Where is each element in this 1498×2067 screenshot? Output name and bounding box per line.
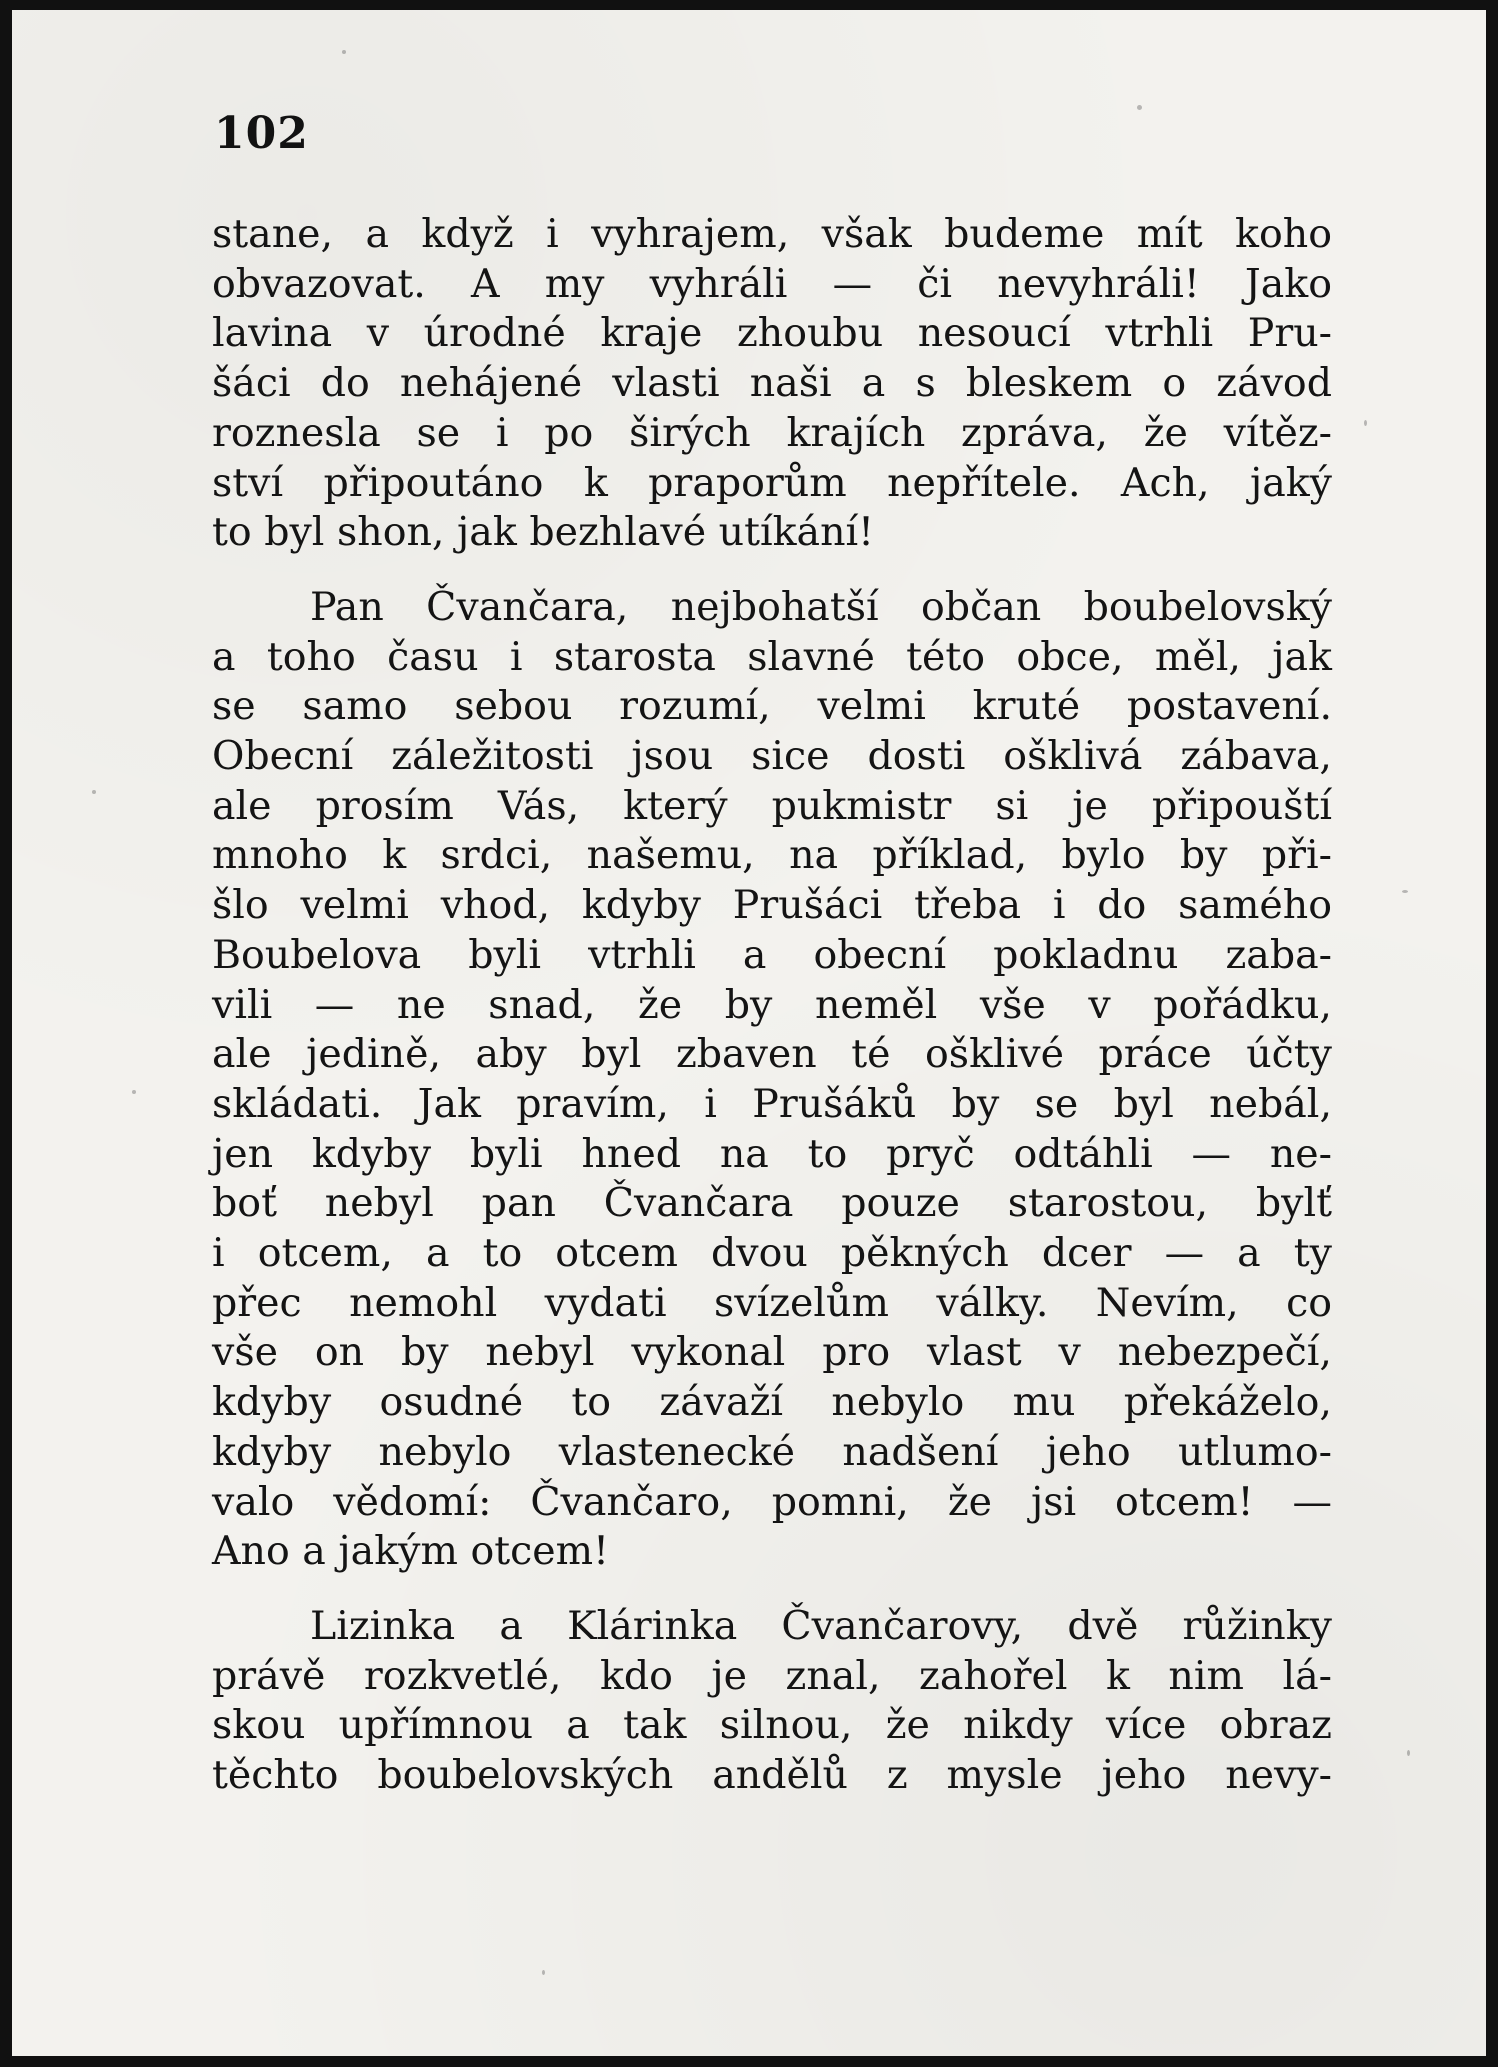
text-line: vše on by nebyl vykonal pro vlast v nebezpečí, — [212, 1329, 1332, 1376]
text-line: Boubelova byli vtrhli a obecní pokladnu zaba- — [212, 931, 1332, 978]
text-line: obvazovat. A my vyhráli — či nevyhráli! Jako — [212, 260, 1332, 307]
text-line: ale jedině, aby byl zbaven té ošklivé práce účty — [212, 1031, 1332, 1078]
text-line: a toho času i starosta slavné této obce, měl, jak — [212, 633, 1332, 680]
scan-speck — [1407, 1750, 1410, 1756]
text-line: právě rozkvetlé, kdo je znal, zahořel k nim lá- — [212, 1652, 1332, 1699]
text-line: mnoho k srdci, našemu, na příklad, bylo by při- — [212, 832, 1332, 879]
scan-speck — [542, 1970, 545, 1975]
text-line: skou upřímnou a tak silnou, že nikdy více obraz — [212, 1702, 1332, 1749]
scan-speck — [92, 790, 96, 794]
text-line: těchto boubelovských andělů z mysle jeho nevy- — [212, 1752, 1332, 1799]
scan-speck — [1364, 420, 1367, 426]
text-line: kdyby osudné to závaží nebylo mu překáželo, — [212, 1379, 1332, 1426]
text-line: jen kdyby byli hned na to pryč odtáhli — ne- — [212, 1130, 1332, 1177]
scan-speck — [1137, 105, 1142, 110]
text-line: ale prosím Vás, který pukmistr si je připouští — [212, 782, 1332, 829]
page-number: 102 — [214, 108, 309, 159]
paragraph-1 — [212, 210, 1332, 558]
scan-speck — [342, 50, 346, 54]
text-line: šáci do nehájené vlasti naši a s bleskem o závod — [212, 360, 1332, 407]
text-line: vili — ne snad, že by neměl vše v pořádku, — [212, 981, 1332, 1028]
text-line: i otcem, a to otcem dvou pěkných dcer — a ty — [212, 1230, 1332, 1277]
text-line: šlo velmi vhod, kdyby Prušáci třeba i do samého — [212, 882, 1332, 929]
text-line: Pan Čvančara, nejbohatší občan boubelovský — [310, 583, 1332, 630]
text-line: stane, a když i vyhrajem, však budeme mít koho — [212, 211, 1332, 257]
scan-speck — [132, 1090, 136, 1094]
text-line: skládati. Jak pravím, i Prušáků by se byl nebál, — [212, 1080, 1332, 1127]
text-line: Obecní záležitosti jsou sice dosti ošklivá zábava, — [212, 733, 1332, 780]
paragraph-2 — [212, 583, 1332, 1577]
text-line: valo vědomí: Čvančaro, pomni, že jsi otcem! — — [212, 1478, 1332, 1525]
paragraph-3 — [212, 1602, 1332, 1801]
text-line: lavina v úrodné kraje zhoubu nesoucí vtrhli Pru- — [212, 310, 1332, 357]
book-page — [12, 10, 1486, 2056]
text-line: kdyby nebylo vlastenecké nadšení jeho utlumo- — [212, 1428, 1332, 1475]
text-line: ství připoutáno k praporům nepřítele. Ach, jaký — [212, 459, 1332, 506]
body-text — [212, 210, 1332, 1801]
text-line: Lizinka a Klárinka Čvančarovy, dvě růžinky — [310, 1602, 1332, 1649]
text-line: roznesla se i po širých krajích zpráva, že vítěz- — [212, 409, 1332, 456]
text-line: se samo sebou rozumí, velmi kruté postavení. — [212, 683, 1332, 730]
text-line: to byl shon, jak bezhlavé utíkání! — [212, 509, 875, 556]
text-line: Ano a jakým otcem! — [212, 1528, 609, 1575]
paragraph-gap — [212, 1577, 1332, 1602]
paragraph-gap — [212, 558, 1332, 583]
text-line: přec nemohl vydati svízelům války. Nevím, co — [212, 1279, 1332, 1326]
text-line: boť nebyl pan Čvančara pouze starostou, bylť — [212, 1180, 1332, 1227]
scan-speck — [1402, 890, 1408, 893]
